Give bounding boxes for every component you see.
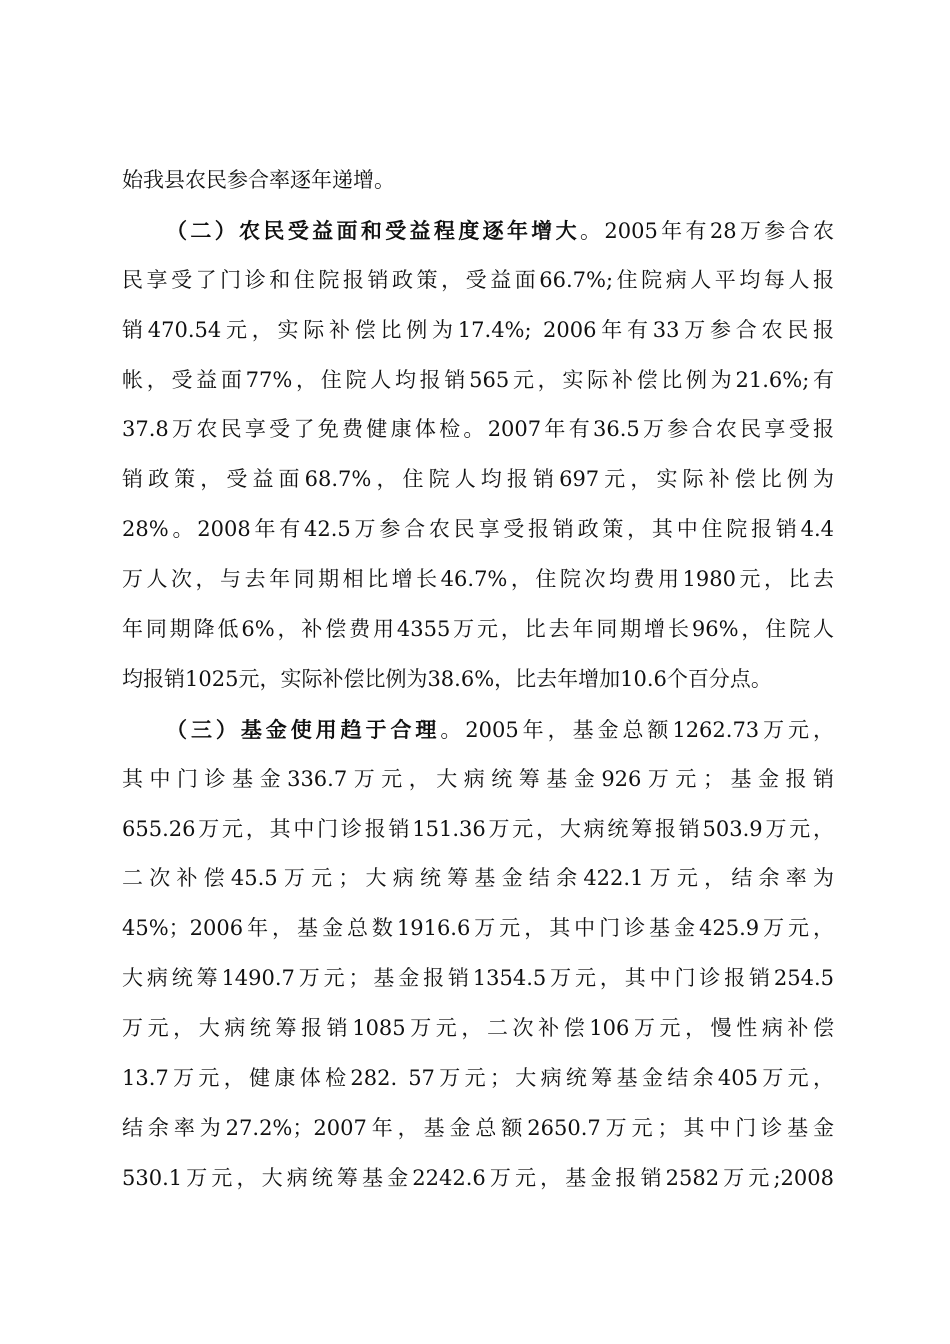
text-line: 大病统筹1490.7万元；基金报销1354.5万元，其中门诊报销254.5 (122, 966, 834, 991)
text-line: 销政策，受益面68.7%，住院人均报销697元，实际补偿比例为 (122, 467, 834, 492)
text-line: 均报销1025元，实际补偿比例为38.6%，比去年增加10.6个百分点。 (122, 666, 772, 691)
text-line: 530.1万元，大病统筹基金2242.6万元，基金报销2582万元;2008 (122, 1165, 834, 1190)
text-line: 销470.54元，实际补偿比例为17.4%; 2006年有33万参合农民报 (122, 317, 834, 342)
body-text (122, 156, 834, 1204)
text-line: 帐，受益面77%，住院人均报销565元，实际补偿比例为21.6%;有 (122, 367, 834, 392)
text-line: 其中门诊基金336.7万元，大病统筹基金926万元；基金报销 (122, 766, 834, 791)
text-line: 28%。2008年有42.5万参合农民享受报销政策，其中住院报销4.4 (122, 517, 834, 542)
text-line: 万元，大病统筹报销1085万元，二次补偿106万元，慢性病补偿 (122, 1016, 834, 1041)
section-heading-line: （三）基金使用趋于合理。2005年，基金总额1262.73万元， (166, 716, 834, 742)
text-line: 37.8万农民享受了免费健康体检。2007年有36.5万参合农民享受报 (122, 417, 834, 442)
text-line: 始我县农民参合率逐年递增。 (122, 168, 395, 192)
text-line: 年同期降低6%，补偿费用4355万元，比去年同期增长96%，住院人 (122, 617, 834, 642)
text-line: 民享受了门诊和住院报销政策，受益面66.7%;住院病人平均每人报 (122, 267, 834, 292)
section-heading-line: （二）农民受益面和受益程度逐年增大。2005年有28万参合农 (166, 217, 834, 243)
section-heading: （三）基金使用趋于合理 (166, 716, 441, 742)
text-line: 万人次，与去年同期相比增长46.7%，住院次均费用1980元，比去 (122, 567, 834, 592)
text-line: 45%；2006年，基金总数1916.6万元，其中门诊基金425.9万元， (122, 916, 834, 941)
text-line: 二次补偿45.5万元；大病统筹基金结余422.1万元，结余率为 (122, 866, 834, 891)
section-heading: （二）农民受益面和受益程度逐年增大 (166, 217, 581, 243)
text-line: 655.26万元，其中门诊报销151.36万元，大病统筹报销503.9万元， (122, 816, 834, 841)
text-line: 结余率为27.2%；2007年，基金总额2650.7万元；其中门诊基金 (122, 1115, 834, 1140)
text-line: 13.7万元，健康体检282. 57万元；大病统筹基金结余405万元， (122, 1066, 834, 1091)
